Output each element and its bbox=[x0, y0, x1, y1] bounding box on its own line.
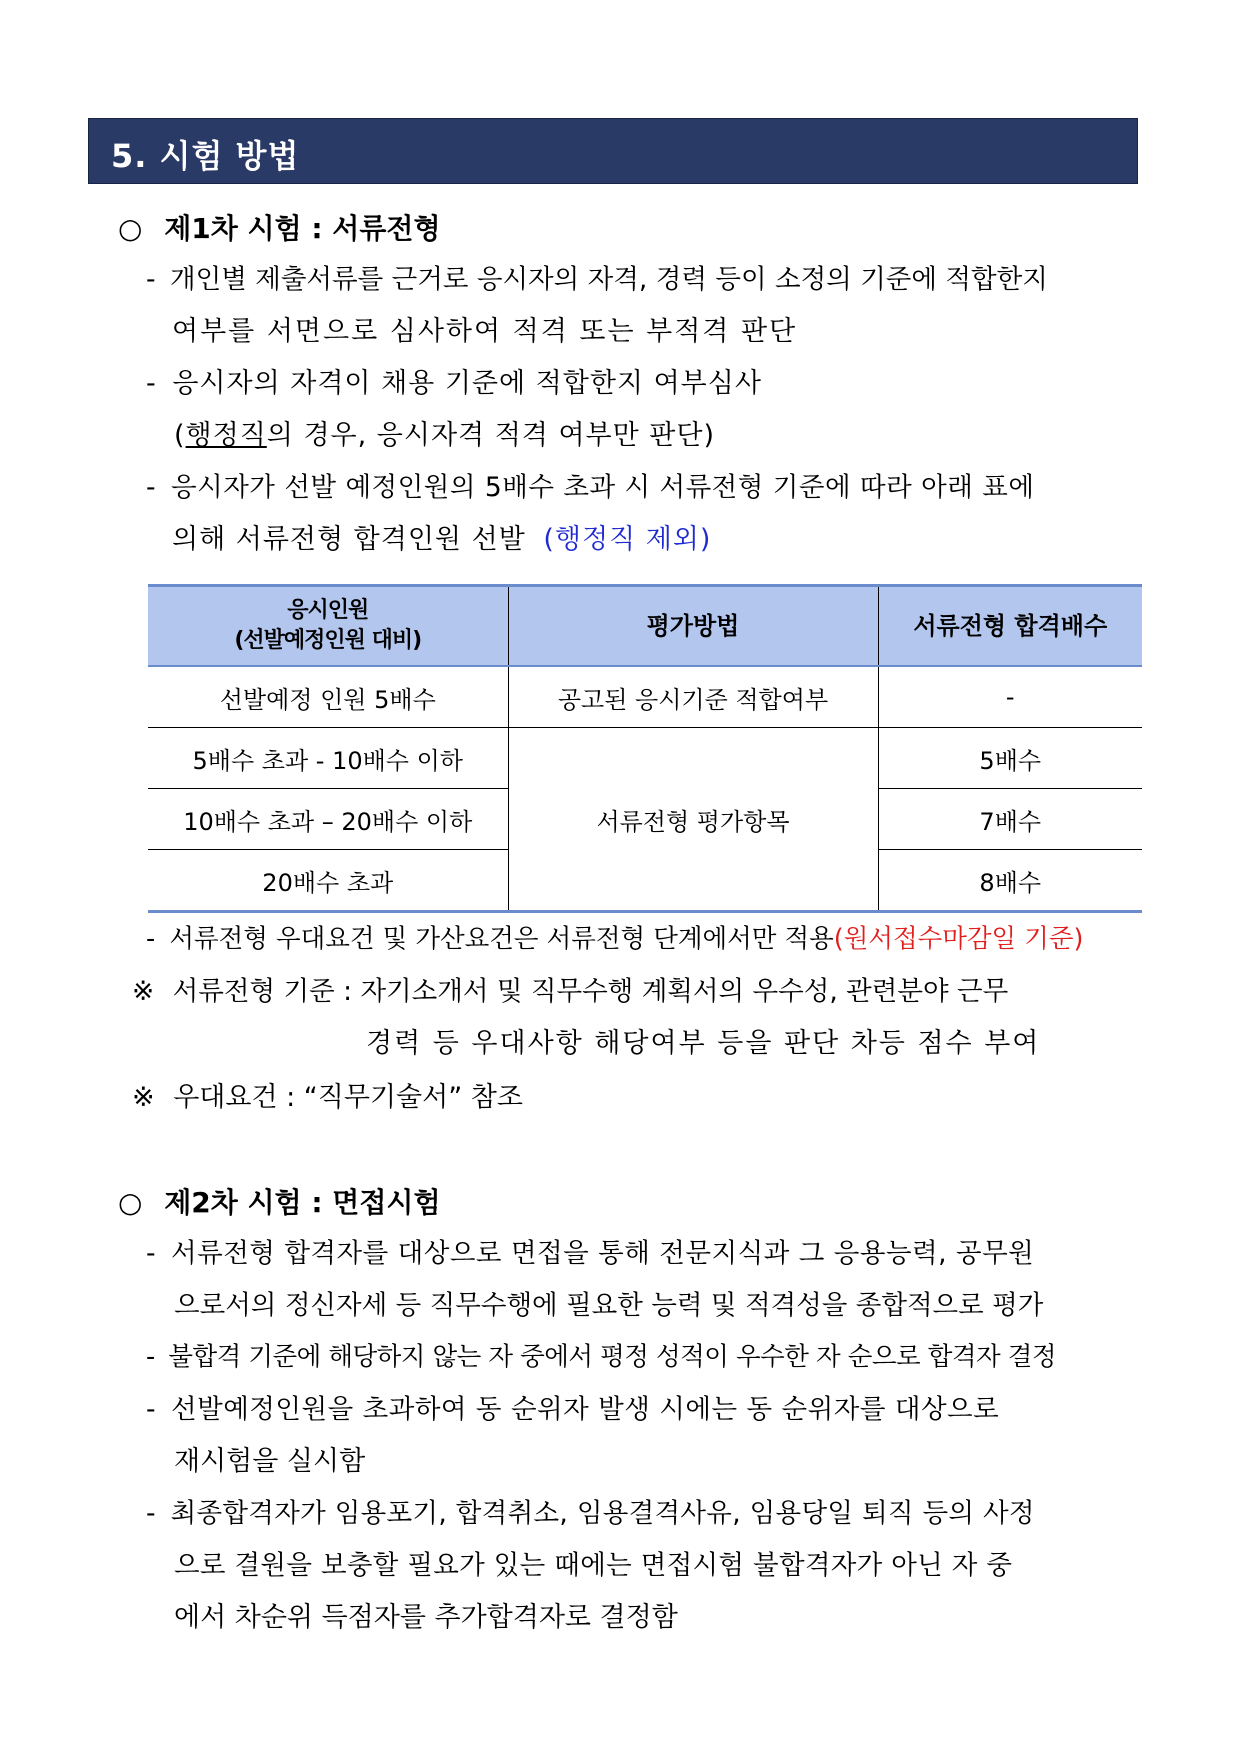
stage2-heading-row bbox=[118, 1186, 441, 1220]
dash: - bbox=[146, 472, 157, 503]
column-header-multiple: 서류전형 합격배수 bbox=[878, 586, 1142, 667]
dash: - bbox=[146, 1342, 155, 1372]
cell-multiple: 5배수 bbox=[878, 728, 1142, 789]
dash: - bbox=[146, 1498, 156, 1529]
bullet-text: 의 경우, 응시자격 적격 여부만 판단) bbox=[266, 420, 715, 451]
stage2-bullet3-line1 bbox=[146, 1394, 999, 1426]
stage1-bullet1-line2: 여부를 서면으로 심사하여 적격 또는 부적격 판단 bbox=[172, 316, 798, 347]
reference-mark-icon: ※ bbox=[132, 976, 155, 1007]
table-header-row bbox=[148, 586, 1142, 667]
dash: - bbox=[146, 264, 156, 295]
bullet-text: 응시자가 선발 예정인원의 5배수 초과 시 서류전형 기준에 따라 아래 표에 bbox=[171, 472, 1035, 503]
bullet-text: 응시자의 자격이 채용 기준에 적합한지 여부심사 bbox=[172, 368, 762, 399]
dash: - bbox=[146, 368, 157, 399]
column-header-method: 평가방법 bbox=[508, 586, 878, 667]
section-header bbox=[88, 118, 1138, 184]
reference-mark-icon: ※ bbox=[132, 1082, 155, 1113]
cell-method: 공고된 응시기준 적합여부 bbox=[508, 666, 878, 728]
bullet-text: 불합격 기준에 해당하지 않는 자 중에서 평정 성적이 우수한 자 순으로 합격자 결정 bbox=[168, 1342, 1056, 1372]
deadline-note: (원서접수마감일 기준) bbox=[833, 924, 1084, 954]
cell-applicants: 선발예정 인원 5배수 bbox=[148, 666, 508, 728]
stage1-bullet2-line1 bbox=[146, 368, 762, 400]
note-text: 우대요건 : “직무기술서” 참조 bbox=[173, 1082, 523, 1113]
stage1-bullet2-line2 bbox=[174, 420, 715, 452]
bullet-text: 의해 서류전형 합격인원 선발 bbox=[172, 524, 526, 555]
paren: ( bbox=[174, 420, 186, 451]
stage1-heading-row bbox=[118, 212, 441, 246]
cell-multiple: 8배수 bbox=[878, 850, 1142, 912]
bullet-text: 개인별 제출서류를 근거로 응시자의 자격, 경력 등이 소정의 기준에 적합한지 bbox=[170, 264, 1048, 295]
circle-bullet-icon: ○ bbox=[118, 1186, 143, 1219]
stage2-bullet4-line3: 에서 차순위 득점자를 추가합격자로 결정함 bbox=[174, 1602, 678, 1633]
dash: - bbox=[146, 1238, 157, 1269]
stage2-bullet1-line2: 으로서의 정신자세 등 직무수행에 필요한 능력 및 적격성을 종합적으로 평가 bbox=[174, 1290, 1044, 1321]
cell-applicants: 20배수 초과 bbox=[148, 850, 508, 912]
circle-bullet-icon: ○ bbox=[118, 212, 143, 245]
cell-multiple: - bbox=[878, 666, 1142, 728]
stage1-bullet1-line1 bbox=[146, 264, 1048, 296]
note1-line1 bbox=[132, 976, 1008, 1008]
cell-multiple: 7배수 bbox=[878, 789, 1142, 850]
column-header-applicants bbox=[148, 586, 508, 667]
note2 bbox=[132, 1082, 523, 1114]
stage2-bullet4-line1 bbox=[146, 1498, 1035, 1530]
stage2-bullet1-line1 bbox=[146, 1238, 1034, 1270]
dash: - bbox=[146, 924, 156, 954]
stage2-bullet2-line1 bbox=[146, 1342, 1056, 1373]
cell-applicants: 5배수 초과 - 10배수 이하 bbox=[148, 728, 508, 789]
cell-method: 서류전형 평가항목 bbox=[508, 728, 878, 912]
cell-applicants: 10배수 초과 – 20배수 이하 bbox=[148, 789, 508, 850]
stage1-heading: 제1차 시험 : 서류전형 bbox=[164, 212, 441, 245]
bullet-text: 서류전형 우대요건 및 가산요건은 서류전형 단계에서만 적용 bbox=[169, 924, 834, 954]
note-text: 서류전형 기준 : 자기소개서 및 직무수행 계획서의 우수성, 관련분야 근무 bbox=[172, 976, 1009, 1007]
table-row bbox=[148, 666, 1142, 728]
stage2-bullet3-line2: 재시험을 실시함 bbox=[174, 1446, 366, 1477]
stage2-bullet4-line2: 으로 결원을 보충할 필요가 있는 때에는 면접시험 불합격자가 아닌 자 중 bbox=[174, 1550, 1013, 1581]
note1-line2: 경력 등 우대사항 해당여부 등을 판단 차등 점수 부여 bbox=[366, 1028, 1041, 1059]
dash: - bbox=[146, 1394, 157, 1425]
bullet-text: 서류전형 합격자를 대상으로 면접을 통해 전문지식과 그 응용능력, 공무원 bbox=[171, 1238, 1035, 1269]
stage1-bullet3-line1 bbox=[146, 472, 1034, 504]
stage2-heading: 제2차 시험 : 면접시험 bbox=[164, 1186, 441, 1219]
header-line: (선발예정인원 대비) bbox=[234, 628, 422, 653]
table-row bbox=[148, 728, 1142, 789]
bullet-text: 선발예정인원을 초과하여 동 순위자 발생 시에는 동 순위자를 대상으로 bbox=[171, 1394, 1000, 1425]
bullet-text: 최종합격자가 임용포기, 합격취소, 임용결격사유, 임용당일 퇴직 등의 사정 bbox=[170, 1498, 1035, 1529]
exception-note: (행정직 제외) bbox=[543, 524, 712, 555]
section-title: 5. 시험 방법 bbox=[111, 137, 300, 175]
stage1-bullet3-line2 bbox=[172, 524, 711, 556]
preference-bullet bbox=[146, 924, 1083, 955]
selection-criteria-table bbox=[148, 584, 1142, 913]
header-line: 응시인원 bbox=[287, 598, 369, 624]
underlined-term: 행정직 bbox=[185, 420, 267, 451]
